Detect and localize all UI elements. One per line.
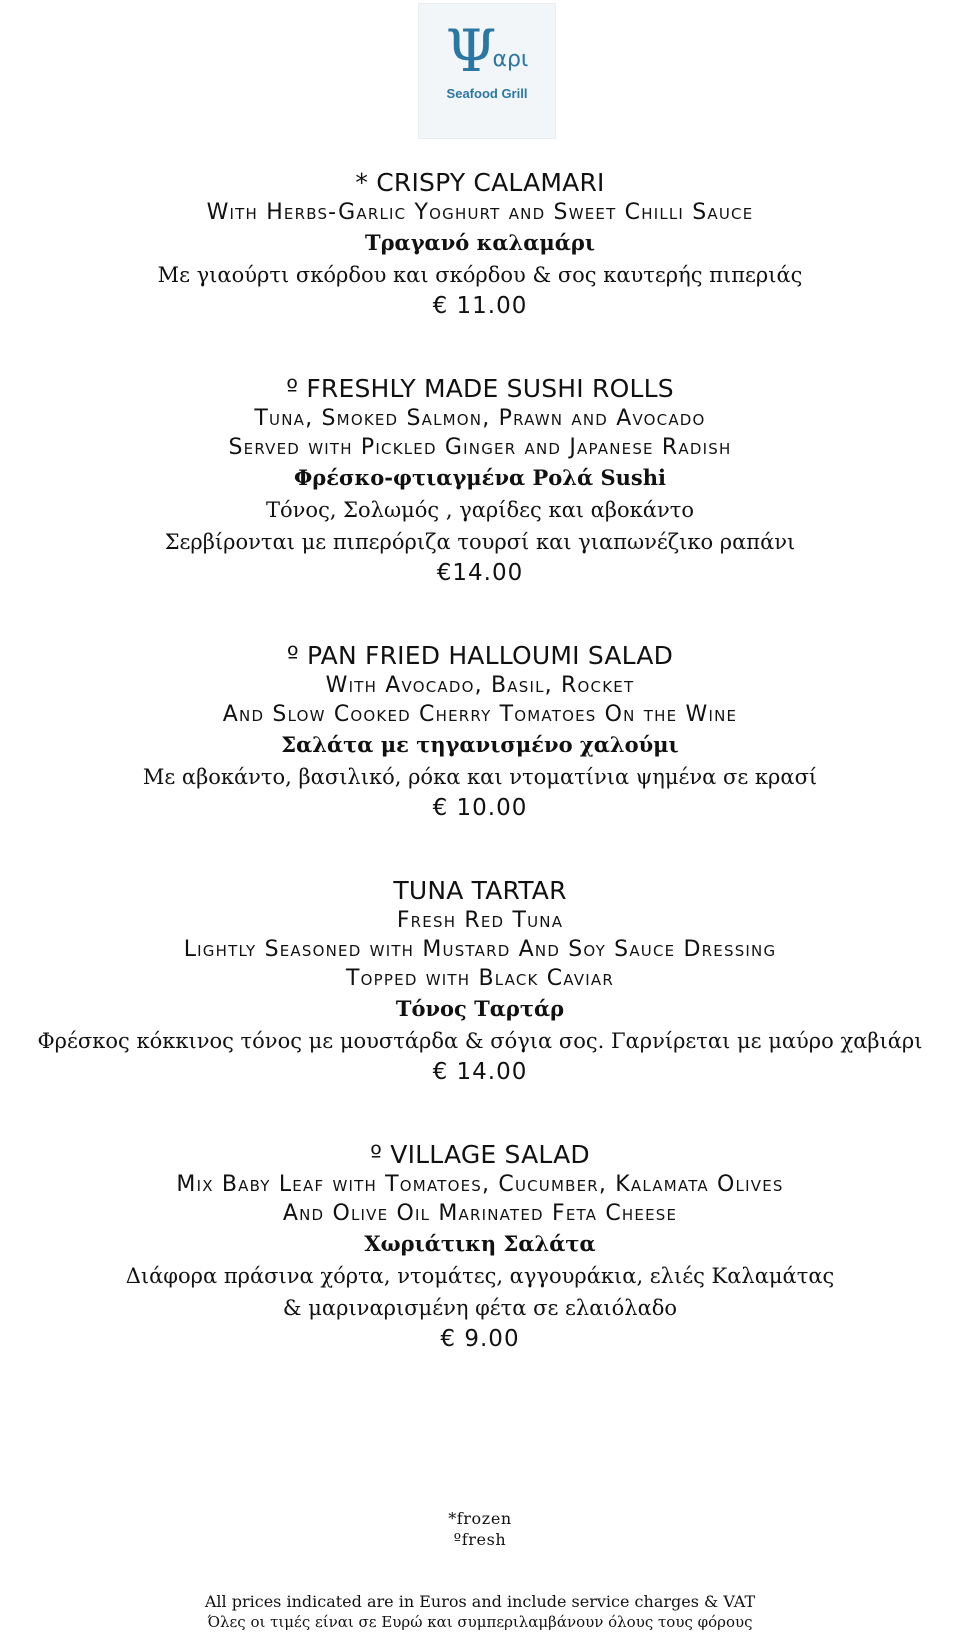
dish-description: Lightly Seasoned with Mustard And Soy Sauce Dressing [183, 937, 777, 962]
dish-title: TUNA TARTAR [393, 876, 567, 905]
dish-description: And Olive Oil Marinated Feta Cheese [282, 1201, 678, 1226]
dish-title: º FRESHLY MADE SUSHI ROLLS [286, 374, 674, 403]
logo-symbol: Ψ [445, 17, 497, 85]
dish-title-greek: Σαλάτα με τηγανισμένο χαλούμι [281, 732, 679, 757]
dish-description-greek: Σερβίρονται με πιπερόριζα τουρσί και γιαπωνέζικο ραπάνι [164, 530, 796, 554]
dish-title-greek: Τόνος Ταρτάρ [395, 996, 565, 1021]
logo-mark [445, 17, 529, 85]
dish-title-greek: Χωριάτικη Σαλάτα [364, 1231, 596, 1256]
dish-description: Mix Baby Leaf with Tomatoes, Cucumber, Kalamata Olives [176, 1172, 784, 1197]
menu-item-sushi-rolls [0, 374, 960, 588]
price-disclaimer [0, 1592, 960, 1632]
dish-price: € 14.00 [432, 1059, 528, 1085]
dish-price: € 9.00 [440, 1326, 520, 1352]
dish-title: º PAN FRIED HALLOUMI SALAD [286, 641, 674, 670]
menu-item-village-salad [0, 1140, 960, 1354]
menu-list [0, 168, 960, 1354]
restaurant-logo [418, 3, 556, 139]
dish-description-greek: Διάφορα πράσινα χόρτα, ντομάτες, αγγουράκια, ελιές Καλαμάτας [125, 1264, 835, 1288]
dish-description-greek: Με αβοκάντο, βασιλικό, ρόκα και ντοματίνια ψημένα σε κρασί [142, 765, 818, 789]
logo-word: αρι [492, 47, 529, 72]
menu-item-halloumi-salad [0, 641, 960, 823]
menu-item-crispy-calamari [0, 168, 960, 321]
dish-price: €14.00 [436, 560, 524, 586]
dish-title-greek: Τραγανό καλαμάρι [364, 230, 596, 255]
dish-description: Fresh Red Tuna [396, 908, 564, 933]
disclaimer-greek: Όλες οι τιμές είναι σε Ευρώ και συμπεριλαμβάνουν όλους τους φόρους [207, 1613, 753, 1631]
legend-notes [0, 1508, 960, 1550]
logo-subtitle: Seafood Grill [446, 86, 528, 101]
dish-description: Served with Pickled Ginger and Japanese Radish [228, 435, 732, 460]
dish-description-greek: Με γιαούρτι σκόρδου και σκόρδου & σος καυτερής πιπεριάς [157, 263, 803, 287]
legend-frozen: *frozen [448, 1509, 512, 1528]
menu-item-tuna-tartar [0, 876, 960, 1087]
dish-description: With Avocado, Basil, Rocket [325, 673, 635, 698]
dish-price: € 11.00 [432, 293, 528, 319]
dish-price: € 10.00 [432, 795, 528, 821]
dish-description: Tuna, Smoked Salmon, Prawn and Avocado [254, 406, 706, 431]
dish-description-greek: Φρέσκος κόκκινος τόνος με μουστάρδα & σόγια σος. Γαρνίρεται με μαύρο χαβιάρι [37, 1029, 923, 1053]
legend-fresh: ºfresh [453, 1530, 507, 1549]
dish-description-greek: Τόνος, Σολωμός , γαρίδες και αβοκάντο [266, 498, 694, 522]
dish-title: * CRISPY CALAMARI [355, 168, 605, 197]
dish-description: And Slow Cooked Cherry Tomatoes On the Wine [222, 702, 738, 727]
dish-title: º VILLAGE SALAD [370, 1140, 590, 1169]
dish-title-greek: Φρέσκο-φτιαγμένα Ρολά Sushi [294, 465, 666, 490]
disclaimer-english: All prices indicated are in Euros and include service charges & VAT [204, 1592, 756, 1611]
dish-description: Topped with Black Caviar [346, 966, 614, 991]
dish-description: With Herbs-Garlic Yoghurt and Sweet Chilli Sauce [206, 200, 754, 225]
dish-description-greek: & μαριναρισμένη φέτα σε ελαιόλαδο [282, 1296, 678, 1320]
